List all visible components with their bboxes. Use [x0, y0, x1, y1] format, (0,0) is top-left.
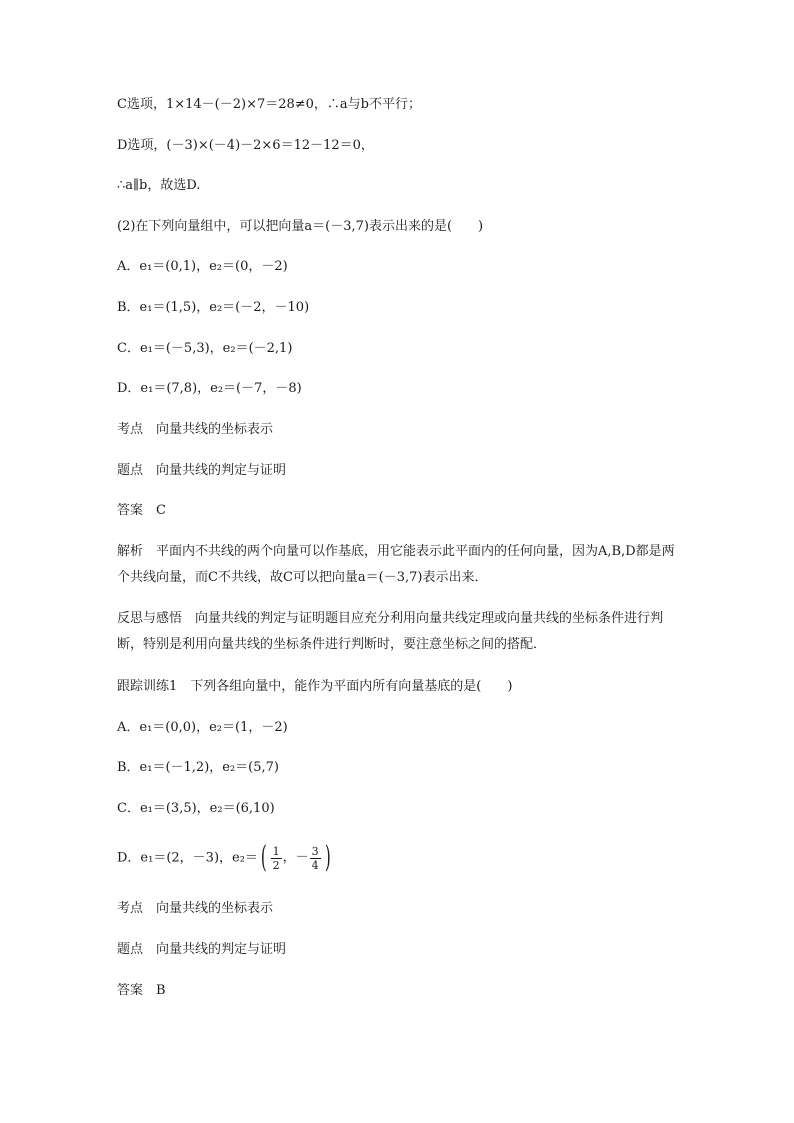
answer-2: 答案 B [117, 983, 166, 998]
knowledge-point: 考点 向量共线的坐标表示 [117, 422, 274, 437]
numerator: 3 [311, 844, 319, 858]
question-2-stem: (2)在下列向量组中，可以把向量a＝(－3,7)表示出来的是( ) [117, 219, 484, 234]
left-paren: ( [260, 840, 267, 875]
option-d-prefix: D．e₁＝(2，－3)，e₂＝ [117, 850, 258, 866]
fraction-one-half [271, 845, 282, 872]
practice-1-option-c: C．e₁＝(3,5)，e₂＝(6,10) [117, 801, 275, 816]
numerator: 1 [272, 844, 280, 858]
answer: 答案 C [117, 503, 166, 518]
practice-1-option-a: A．e₁＝(0,0)，e₂＝(1，－2) [117, 720, 288, 735]
question-2-option-a: A．e₁＝(0,1)，e₂＝(0，－2) [117, 259, 288, 274]
denominator: 4 [311, 858, 319, 872]
analysis-paragraph: 解析 平面内不共线的两个向量可以作基底，用它能表示此平面内的任何向量，因为A,B,D都是两个共线向量，而C不共线，故C可以把向量a＝(－3,7)表示出来． [117, 544, 675, 585]
solution-line-d: D选项，(－3)×(－4)－2×6＝12－12＝0， [117, 138, 374, 153]
question-2-option-d: D．e₁＝(7,8)，e₂＝(－7，－8) [117, 381, 302, 396]
reflection-paragraph: 反思与感悟 向量共线的判定与证明题目应充分利用向量共线定理或向量共线的坐标条件进行判断，特别是利用向量共线的坐标条件进行判断时，要注意坐标之间的搭配． [117, 611, 664, 652]
question-2-option-b: B．e₁＝(1,5)，e₂＝(－2，－10) [117, 300, 310, 315]
vector-with-fractions [258, 841, 333, 875]
fraction-three-quarters [310, 845, 321, 872]
question-2-option-c: C．e₁＝(－5,3)，e₂＝(－2,1) [117, 341, 293, 356]
practice-1-option-b: B．e₁＝(－1,2)，e₂＝(5,7) [117, 760, 279, 775]
separator: ，－ [282, 850, 309, 865]
practice-1-option-d [117, 841, 687, 876]
solution-line-c: C选项，1×14－(－2)×7＝28≠0，∴a与b不平行； [117, 97, 422, 112]
denominator: 2 [272, 858, 280, 872]
solution-conclusion: ∴a∥b，故选D. [117, 178, 201, 193]
practice-1-stem: 跟踪训练1 下列各组向量中，能作为平面内所有向量基底的是( ) [117, 679, 513, 694]
question-type: 题点 向量共线的判定与证明 [117, 463, 287, 478]
knowledge-point-2: 考点 向量共线的坐标表示 [117, 901, 274, 916]
question-type-2: 题点 向量共线的判定与证明 [117, 942, 287, 957]
right-paren: ) [324, 840, 331, 875]
